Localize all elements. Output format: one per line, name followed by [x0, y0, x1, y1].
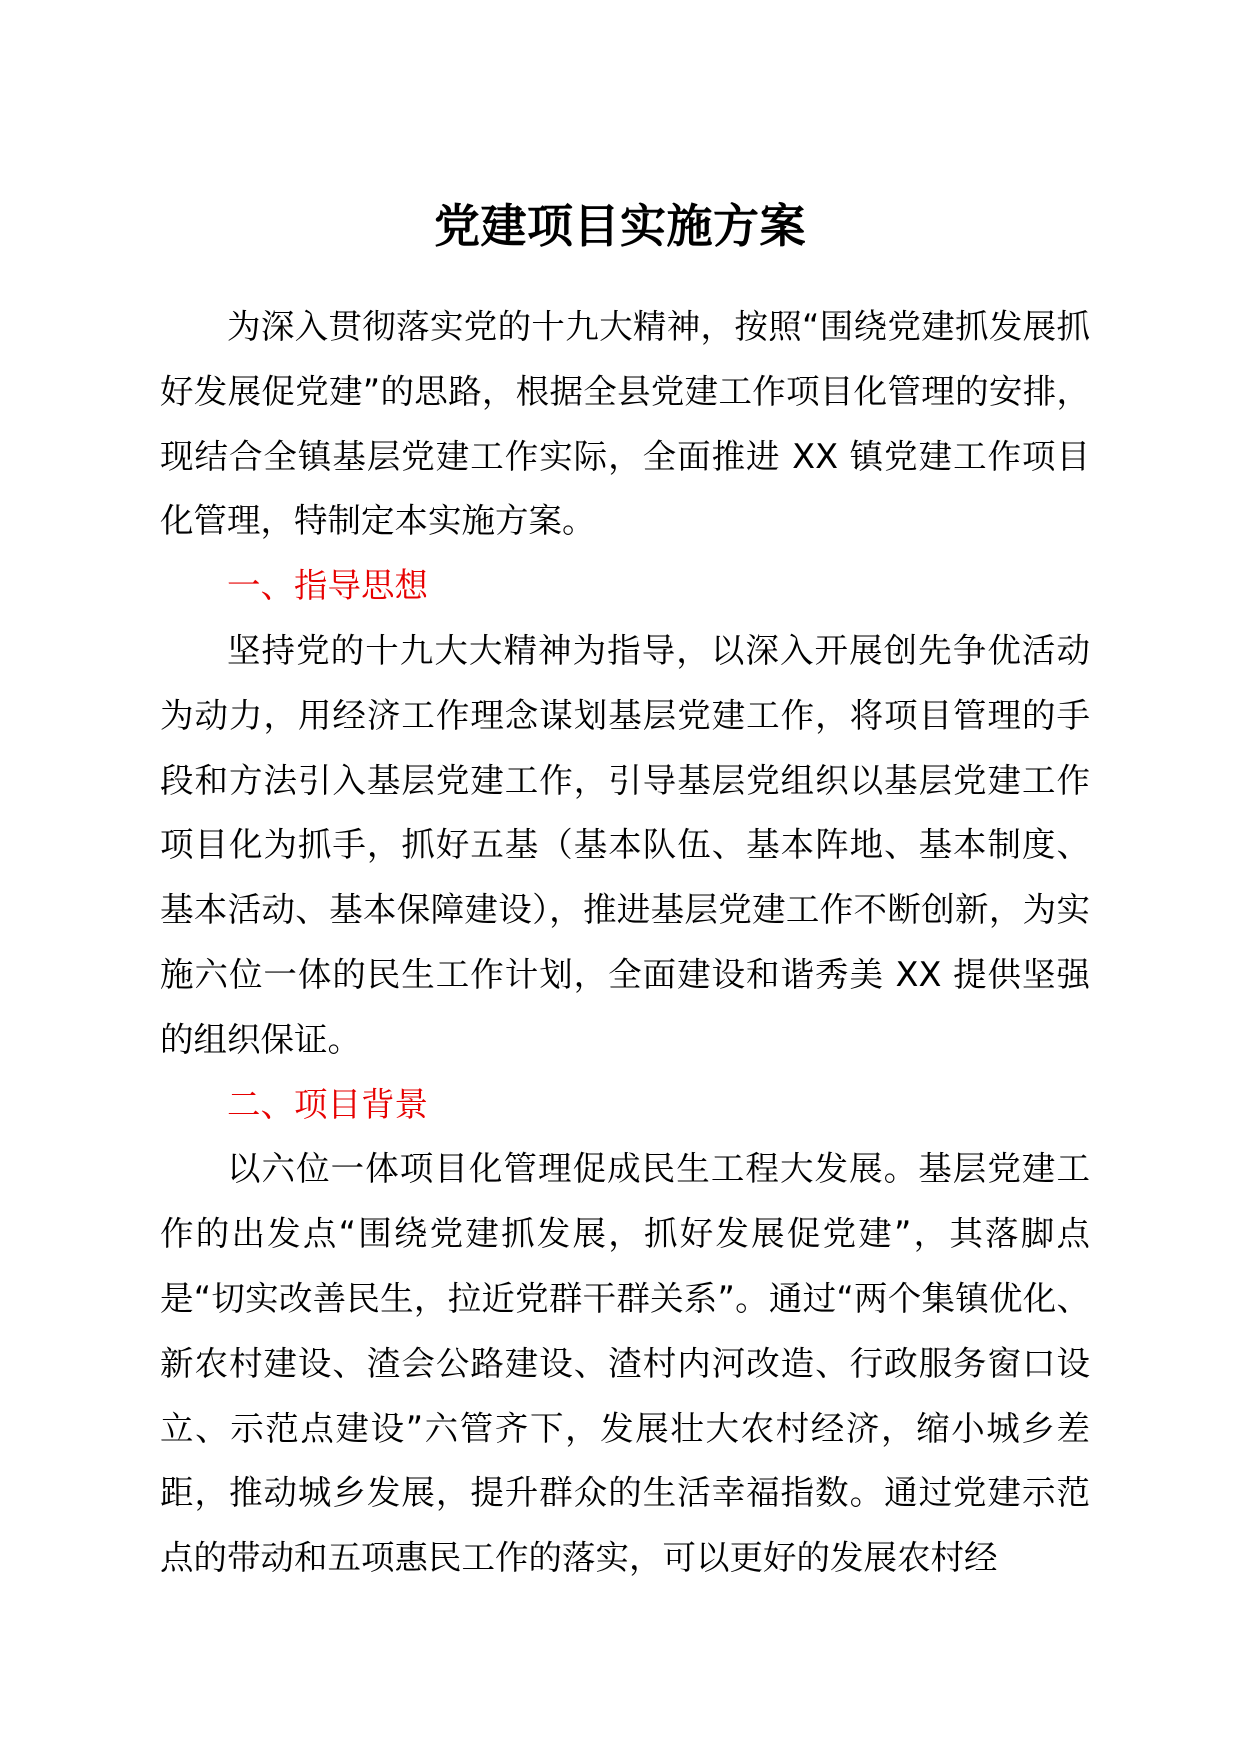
- section-paragraph-guiding-ideology: 坚持党的十九大大精神为指导，以深入开展创先争优活动为动力，用经济工作理念谋划基层党建工作，将项目管理的手段和方法引入基层党建工作，引导基层党组织以基层党建工作项目化为抓手，抓好五基（基本队伍、基本阵地、基本制度、基本活动、基本保障建设），推进基层党建工作不断创新，为实施六位一体的民生工作计划，全面建设和谐秀美 XX 提供坚强的组织保证。: [160, 630, 1090, 1059]
- document-title: 党建项目实施方案: [434, 199, 806, 253]
- section-heading-guiding-ideology: 一、指导思想: [227, 566, 428, 606]
- document-body: [160, 295, 1090, 1591]
- intro-paragraph: 为深入贯彻落实党的十九大精神，按照“围绕党建抓发展抓好发展促党建”的思路，根据全县党建工作项目化管理的安排，现结合全镇基层党建工作实际，全面推进 XX 镇党建工作项目化管理，特制定本实施方案。: [160, 307, 1090, 541]
- section-heading-project-background: 二、项目背景: [227, 1084, 428, 1124]
- section-paragraph-project-background: 以六位一体项目化管理促成民生工程大发展。基层党建工作的出发点“围绕党建抓发展，抓好发展促党建”，其落脚点是“切实改善民生，拉近党群干群关系”。通过“两个集镇优化、新农村建设、渣会公路建设、渣村内河改造、行政服务窗口设立、示范点建设”六管齐下，发展壮大农村经济，缩小城乡差距，推动城乡发展，提升群众的生活幸福指数。通过党建示范点的带动和五项惠民工作的落实，可以更好的发展农村经: [160, 1149, 1090, 1578]
